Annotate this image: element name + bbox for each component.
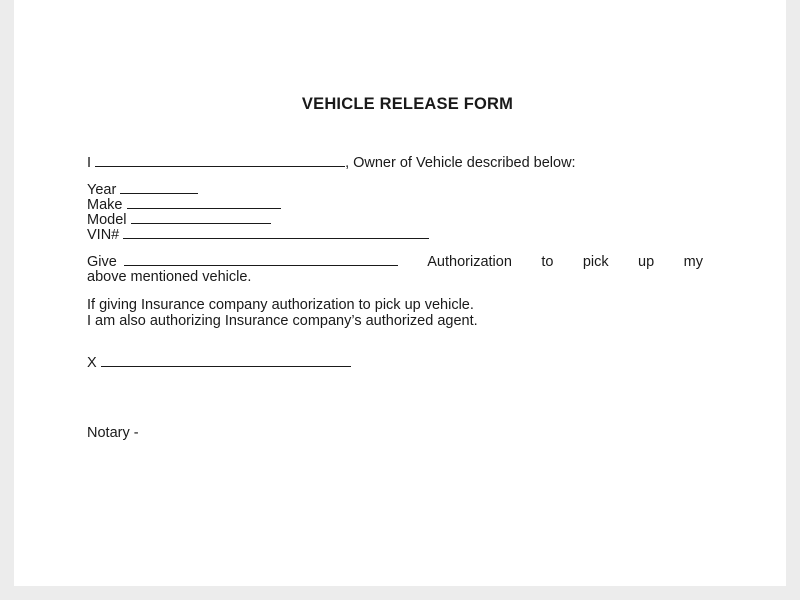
notary-label: Notary - <box>87 425 139 441</box>
vin-label: VIN# <box>87 227 120 243</box>
give-line <box>87 254 703 270</box>
make-blank[interactable] <box>127 197 281 209</box>
vin-line <box>87 227 429 243</box>
give-word-up: up <box>638 254 655 270</box>
signature-line <box>87 355 351 371</box>
give-word-my: my <box>683 254 703 270</box>
insurance-line-1: If giving Insurance company authorization to pick up vehicle. <box>87 297 474 313</box>
give-prefix: Give <box>87 254 117 270</box>
signature-blank[interactable] <box>101 355 351 367</box>
owner-suffix: , Owner of Vehicle described below: <box>345 155 576 171</box>
give-word-pick: pick <box>582 254 609 270</box>
vin-blank[interactable] <box>123 227 429 239</box>
signature-prefix: X <box>87 355 97 371</box>
year-blank[interactable] <box>120 182 198 194</box>
insurance-line-2: I am also authorizing Insurance company’s authorized agent. <box>87 313 478 329</box>
model-line <box>87 212 271 228</box>
give-word-to: to <box>541 254 554 270</box>
give-word-authorization: Authorization <box>427 254 512 270</box>
make-line <box>87 197 281 213</box>
give-group <box>87 254 398 270</box>
form-title: VEHICLE RELEASE FORM <box>301 95 514 113</box>
model-blank[interactable] <box>131 212 271 224</box>
owner-line <box>87 155 576 171</box>
give-continuation: above mentioned vehicle. <box>87 269 252 285</box>
owner-name-blank[interactable] <box>95 155 345 167</box>
year-label: Year <box>87 182 117 198</box>
document-page <box>14 0 786 586</box>
give-blank[interactable] <box>124 254 398 266</box>
make-label: Make <box>87 197 123 213</box>
owner-prefix: I <box>87 155 92 171</box>
year-line <box>87 182 198 198</box>
model-label: Model <box>87 212 127 228</box>
